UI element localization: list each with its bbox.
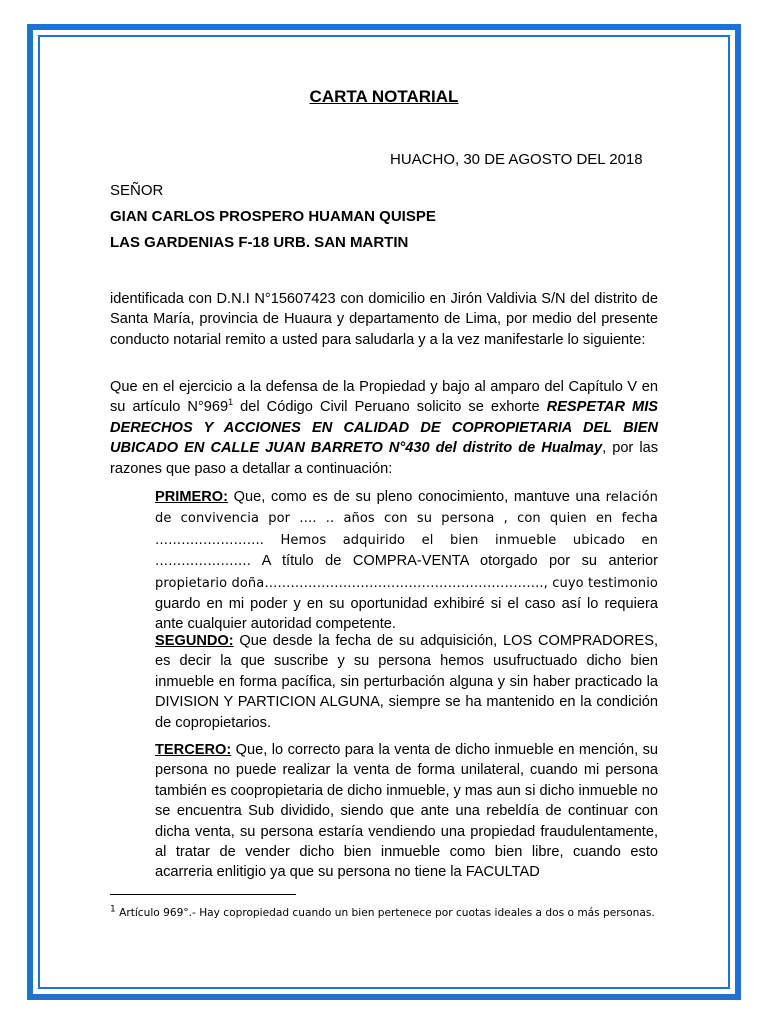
footnote-marker: 1 [110, 904, 116, 915]
request-text-c: , por las razones que paso a detallar a continuación: [110, 440, 658, 477]
clause-tercero-label: TERCERO: [155, 742, 232, 758]
clause-tercero [155, 740, 658, 883]
request-emphasis: RESPETAR MIS DERECHOS Y ACCIONES EN CALIDAD DE COPROPIETARIA DEL BIEN UBICADO EN CALLE JUAN BARRETO N°430 del distrito de Hualmay [110, 399, 658, 457]
clause-primero-text-a: Que, como es de su pleno conocimiento, mantuve una [227, 489, 600, 505]
clause-segundo-label: SEGUNDO: [155, 633, 234, 649]
footnote-text: Artículo 969°.- Hay copropiedad cuando un bien pertenece por cuotas ideales a dos o más personas. [115, 907, 655, 919]
footnote [110, 904, 670, 922]
clause-tercero-text: Que, lo correcto para la venta de dicho inmueble en mención, su persona no puede realizar la venta de forma unilateral, cuando mi persona también es coopropietaria de dicho inmueble, y mas aun si dicho inmueble no se encuentra Sub dividido, siendo que ante una rebeldía de continuar con dicha venta, su persona estaría vendiendo una propiedad fraudulentamente, al tratar de vender dicho bien inmueble como bien libre, cuando esto acarreria enlitigio ya que su persona no tiene la FACULTAD [155, 742, 658, 881]
clause-primero-hand-b: propietario doña………………………………………………………., cuyo testimonio [155, 575, 658, 591]
clause-primero-label: PRIMERO: [155, 489, 228, 505]
request-text-b: del Código Civil Peruano solicito se exhorte [233, 399, 547, 416]
clause-primero [155, 487, 658, 635]
addressee-address: LAS GARDENIAS F-18 URB. SAN MARTIN [110, 234, 409, 251]
footnote-ref: 1 [228, 397, 234, 408]
salutation: SEÑOR [110, 182, 164, 199]
document-title: CARTA NOTARIAL [309, 87, 459, 106]
clause-primero-hand-a: relación de convivencia por …. .. años con su persona , con quien en fecha ……………………. Hemos adquirido el bien inmueble ubicado en …………………. [155, 490, 658, 570]
intro-paragraph: identificada con D.N.I N°15607423 con domicilio en Jirón Valdivia S/N del distrito de Santa María, provincia de Huaura y departamento de Lima, por medio del presente conducto notarial remito a usted para saludarla y a la vez manifestarle lo siguiente: [110, 291, 658, 348]
letter-date: HUACHO, 30 DE AGOSTO DEL 2018 [390, 151, 643, 168]
clause-segundo [155, 631, 658, 733]
clause-primero-text-c: guardo en mi poder y en su oportunidad exhibiré si el caso así lo requiera ante cualquier autoridad competente. [155, 596, 658, 633]
request-paragraph [110, 377, 658, 479]
footnote-separator [110, 894, 296, 895]
addressee-name: GIAN CARLOS PROSPERO HUAMAN QUISPE [110, 208, 436, 225]
clause-primero-text-b: A título de COMPRA-VENTA otorgado por su anterior [250, 553, 658, 570]
request-text-a: Que en el ejercicio a la defensa de la Propiedad y bajo al amparo del Capítulo V en su artículo N°969 [110, 379, 658, 416]
clause-segundo-text: Que desde la fecha de su adquisición, LOS COMPRADORES, es decir la que suscribe y su persona hemos usufructuado dicho bien inmueble en forma pacífica, sin perturbación alguna y sin haber practicado la DIVISION Y PARTICION ALGUNA, siempre se ha mantenido en la condición de copropietarios. [155, 633, 658, 731]
